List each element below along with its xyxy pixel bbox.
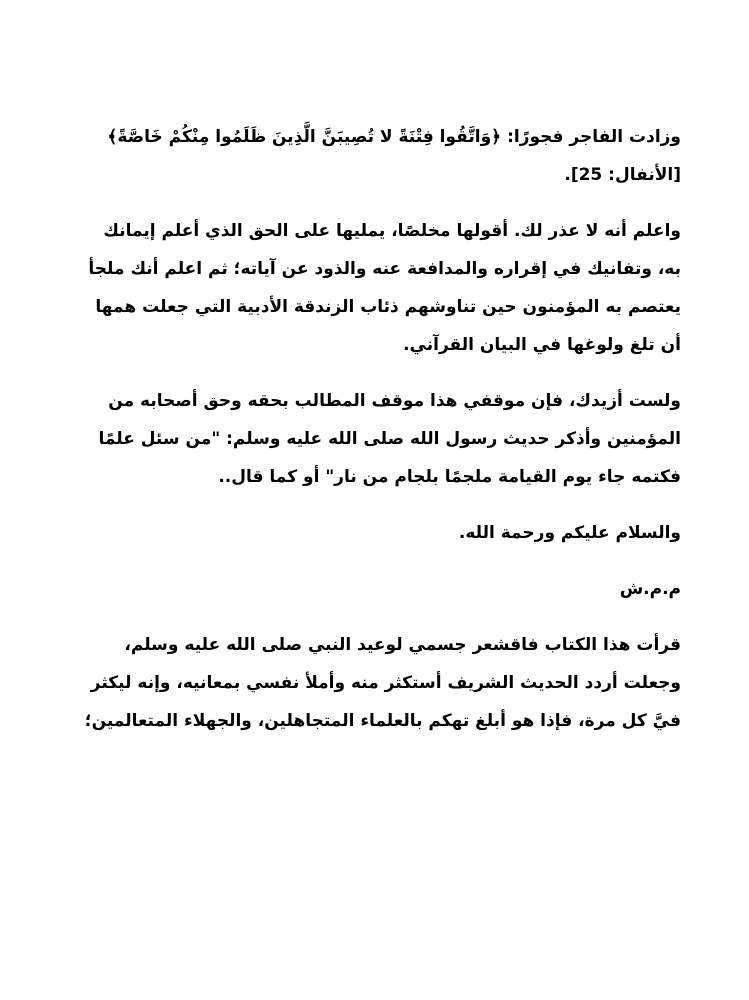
text-line: واعلم أنه لا عذر لك. أقولها مخلصًا، يمليها على الحق الذي أعلم إيمانك bbox=[103, 221, 681, 241]
text-line: وجعلت أردد الحديث الشريف أستكثر منه وأملأ نفسي بمعانيه، وإنه ليكثر bbox=[90, 673, 681, 693]
paragraph-hadith bbox=[68, 382, 681, 496]
text-line: قرأت هذا الكتاب فاقشعر جسمي لوعيد النبي صلى الله عليه وسلم، bbox=[124, 635, 681, 655]
text-line: [الأنفال: 25]. bbox=[564, 165, 681, 185]
text-line: م.م.ش bbox=[619, 579, 681, 599]
text-line: أن تلغ ولوغها في البيان القرآني. bbox=[403, 335, 681, 355]
text-line: يعتصم به المؤمنون حين تناوشهم ذئاب الزندقة الأدبية التي جعلت همها bbox=[95, 297, 681, 317]
text-line: ولست أزيدك، فإن موقفي هذا موقف المطالب بحقه وحق أصحابه من bbox=[108, 391, 681, 411]
text-line: فيَّ كل مرة، فإذا هو أبلغ تهكم بالعلماء المتجاهلين، والجهلاء المتعالمين؛ bbox=[84, 711, 681, 731]
paragraph-closing-greeting bbox=[68, 514, 681, 552]
paragraph-book-reading bbox=[68, 626, 681, 740]
document-body bbox=[68, 118, 681, 758]
text-line: المؤمنين وأذكر حديث رسول الله صلى الله عليه وسلم: "من سئل علمًا bbox=[98, 429, 681, 449]
signature-initials bbox=[68, 570, 681, 608]
text-line: والسلام عليكم ورحمة الله. bbox=[458, 523, 681, 543]
paragraph-quran-verse bbox=[68, 118, 681, 194]
text-line: فكتمه جاء يوم القيامة ملجمًا بلجام من نار" أو كما قال.. bbox=[218, 467, 681, 487]
paragraph-no-excuse bbox=[68, 212, 681, 364]
text-line: به، وتفانيك في إقراره والمدافعة عنه والذود عن آياته؛ ثم اعلم أنك ملجأ bbox=[88, 259, 681, 279]
text-line: وزادت الفاجر فجورًا: ﴿وَاتَّقُوا فِتْنَةً لا تُصِيبَنَّ الَّذِينَ ظَلَمُوا مِنْكُمْ خَاصَّةً﴾ bbox=[107, 127, 681, 147]
